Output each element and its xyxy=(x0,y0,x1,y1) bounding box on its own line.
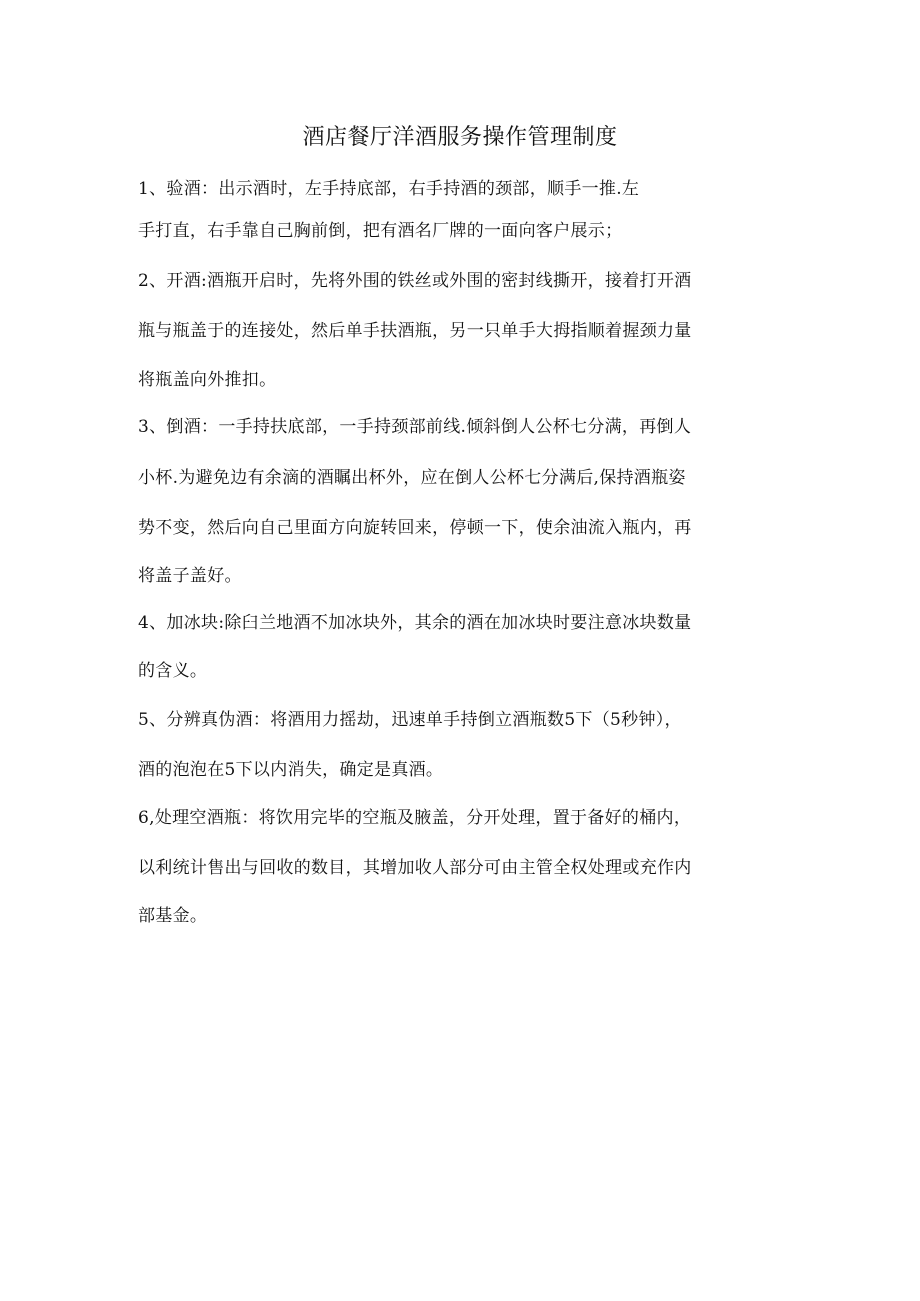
body-line: 5、分辨真伪酒：将酒用力摇劫，迅速单手持倒立酒瓶数5下（5秒钟）， xyxy=(138,710,682,730)
body-line: 小杯.为避免边有余滴的酒瞩出杯外，应在倒人公杯七分满后,保持酒瓶姿 xyxy=(138,468,686,488)
body-line: 将瓶盖向外推扣。 xyxy=(138,370,277,390)
body-line: 4、加冰块:除臼兰地酒不加冰块外，其余的酒在加冰块时要注意冰块数量 xyxy=(138,613,692,633)
body-line: 将盖子盖好。 xyxy=(138,566,242,586)
body-line: 手打直，右手靠自己胸前倒，把有酒名厂牌的一面向客户展示； xyxy=(138,221,623,241)
body-line: 势不变，然后向自己里面方向旋转回来，停顿一下，使余油流入瓶内，再 xyxy=(138,518,692,538)
body-line: 酒的泡泡在5下以内消失，确定是真酒。 xyxy=(138,760,444,780)
body-line: 3、倒酒：一手持扶底部，一手持颈部前线.倾斜倒人公杯七分满，再倒人 xyxy=(138,417,692,437)
body-line: 的含义。 xyxy=(138,661,208,681)
body-line: 以利统计售出与回收的数目，其增加收人部分可由主管全权处理或充作内 xyxy=(138,858,692,878)
document-title: 酒店餐厅洋酒服务操作管理制度 xyxy=(302,125,618,150)
body-line: 2、开酒:酒瓶开启时，先将外围的铁丝或外围的密封线撕开，接着打开酒 xyxy=(138,271,692,291)
body-line: 1、验酒：出示酒时，左手持底部，右手持酒的颈部，顺手一推.左 xyxy=(138,179,640,199)
body-line: 瓶与瓶盖于的连接处，然后单手扶酒瓶，另一只单手大拇指顺着握颈力量 xyxy=(138,321,692,341)
body-line: 6,处理空酒瓶：将饮用完毕的空瓶及腋盖，分开处理，置于备好的桶内， xyxy=(138,808,692,828)
body-line: 部基金。 xyxy=(138,906,208,926)
